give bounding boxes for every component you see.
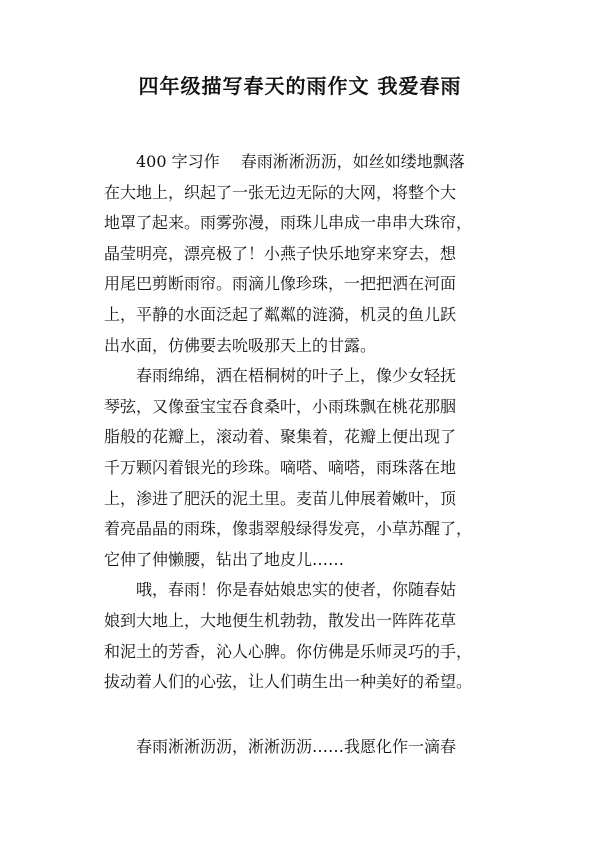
text-line: 出水面，仿佛要去吮吸那天上的甘露。 [104,335,377,355]
text-line: 和泥土的芳香，沁人心脾。你仿佛是乐师灵巧的手， [104,641,473,661]
text-line: 着亮晶晶的雨珠，像翡翠般绿得发亮，小草苏醒了， [104,519,473,539]
paragraph-gap [104,698,514,732]
text-line: 晶莹明亮，漂亮极了！小燕子快乐地穿来穿去，想 [104,243,457,263]
text-line: 哦，春雨！你是春姑娘忠实的使者，你随春姑 [136,580,457,600]
paragraph-2 [104,361,514,575]
text-line: 上，渗进了肥沃的泥土里。麦苗儿伸展着嫩叶，顶 [104,488,457,508]
text-line: 拔动着人们的心弦，让人们萌生出一种美好的希望。 [104,672,473,692]
text-line: 脂般的花瓣上，滚动着、聚集着，花瓣上便出现了 [104,427,457,447]
text-line: 春雨绵绵，洒在梧桐树的叶子上，像少女轻抚 [136,366,457,386]
document-body [104,147,514,762]
text-line: 春雨淅淅沥沥，淅淅沥沥……我愿化作一滴春 [136,736,457,756]
text-line: 琴弦，又像蚕宝宝吞食桑叶，小雨珠飘在桃花那胭 [104,396,457,416]
paragraph-4 [104,732,514,763]
text-line: 用尾巴剪断雨帘。雨滴儿像珍珠，一把把洒在河面 [104,274,457,294]
text-line: 400 字习作 春雨淅淅沥沥，如丝如缕地飘落 [136,152,465,171]
text-line: 娘到大地上，大地便生机勃勃，散发出一阵阵花草 [104,610,457,630]
text-line: 千万颗闪着银光的珍珠。嘀嗒、嘀嗒，雨珠落在地 [104,457,457,477]
text-line: 上，平静的水面泛起了粼粼的涟漪，机灵的鱼儿跃 [104,304,457,324]
text-line: 在大地上，织起了一张无边无际的大网，将整个大 [104,182,457,202]
document-title: 四年级描写春天的雨作文 我爱春雨 [138,74,462,98]
text-line: 地罩了起来。雨雾弥漫，雨珠儿串成一串串大珠帘， [104,213,473,233]
paragraph-3 [104,575,514,697]
text-line: 它伸了伸懒腰，钻出了地皮儿…… [104,549,345,569]
paragraph-1 [104,147,514,361]
